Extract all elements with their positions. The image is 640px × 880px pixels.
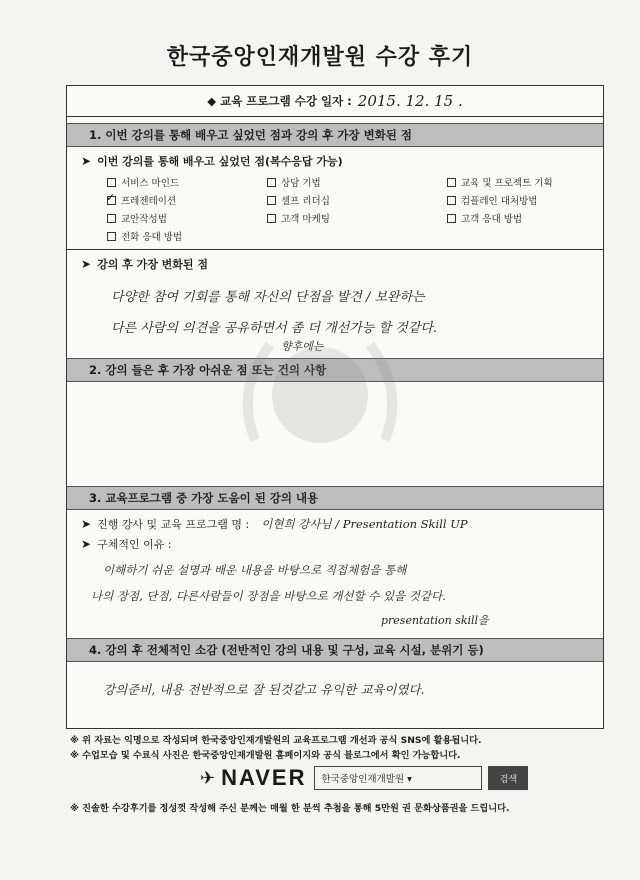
- checkbox[interactable]: [107, 214, 116, 223]
- search-button[interactable]: 검색: [488, 766, 528, 790]
- notice-1: ※ 위 자료는 익명으로 작성되며 한국중앙인재개발원의 교육프로그램 개선과 공식 SNS에 활용됩니다.: [70, 735, 482, 746]
- options-grid: [81, 175, 603, 243]
- section1-sub2: [81, 256, 603, 272]
- option-label: 프레젠테이션: [121, 196, 177, 207]
- answer-line-1: 다양한 참여 기회를 통해 자신의 단점을 발견 / 보완하는: [111, 290, 425, 305]
- arrow-icon: ➤: [81, 537, 92, 551]
- instructor-label: 진행 강사 및 교육 프로그램 명 :: [97, 518, 250, 531]
- option-label: 고객 마케팅: [281, 214, 330, 225]
- reason-row: [81, 536, 603, 552]
- notice-2: ※ 수업모습 및 수료식 사진은 한국중앙인재개발원 홈페이지와 공식 블로그에서 확인 가능합니다.: [70, 750, 461, 761]
- arrow-icon: ➤: [81, 517, 92, 531]
- section1-sub1-label: 이번 강의를 통해 배우고 싶었던 점(복수응답 가능): [97, 155, 343, 168]
- answer-line-2: 다른 사람의 의견을 공유하면서 좀 더 개선가능 할 것같다.: [111, 321, 438, 336]
- wreath-watermark-icon: [215, 320, 425, 470]
- checkbox[interactable]: [107, 196, 116, 205]
- checkbox[interactable]: [267, 214, 276, 223]
- option-item: [447, 193, 617, 207]
- answer-insert: 향후에는: [281, 340, 324, 353]
- search-input[interactable]: 한국중앙인재개발원 ▾: [314, 766, 482, 790]
- footer-notice: ※ 진솔한 수강후기를 정성껏 작성해 주신 분께는 매월 한 분씩 추첨을 통해 5만원 권 문화상품권을 드립니다.: [70, 803, 510, 814]
- section3-body: [67, 510, 603, 638]
- date-row: [67, 86, 603, 117]
- arrow-icon: ➤: [81, 257, 92, 271]
- option-label: 상담 기법: [281, 178, 321, 189]
- checkbox[interactable]: [267, 196, 276, 205]
- option-item: [107, 211, 267, 225]
- option-label: 서비스 마인드: [121, 178, 180, 189]
- option-label: 셀프 리더십: [281, 196, 330, 207]
- option-label: 교육 및 프로젝트 기획: [461, 178, 553, 189]
- option-item: [107, 175, 267, 189]
- date-label: ◆ 교육 프로그램 수강 일자 :: [207, 94, 352, 108]
- checkbox[interactable]: [447, 196, 456, 205]
- section4-header: [67, 638, 603, 662]
- option-item: [267, 211, 447, 225]
- checkbox[interactable]: [267, 178, 276, 187]
- option-item: [447, 175, 617, 189]
- arrow-icon: ➤: [81, 154, 92, 168]
- option-item: [447, 211, 617, 225]
- option-item: [107, 193, 267, 207]
- page-title: 한국중앙인재개발원 수강 후기: [166, 45, 474, 70]
- mascot-icon: ✈: [200, 767, 216, 789]
- option-label: 컴플레인 대처방법: [461, 196, 538, 207]
- date-value: 2015. 12. 15 .: [357, 92, 463, 110]
- checkbox[interactable]: [107, 232, 116, 241]
- section3-title: 3. 교육프로그램 중 가장 도움이 된 강의 내용: [89, 491, 319, 505]
- checkbox[interactable]: [107, 178, 116, 187]
- section1-title: 1. 이번 강의를 통해 배우고 싶었던 점과 강의 후 가장 변화된 점: [89, 128, 413, 142]
- checkbox[interactable]: [447, 214, 456, 223]
- option-label: 교안작성법: [121, 214, 167, 225]
- section3-header: [67, 486, 603, 510]
- section4-title: 4. 강의 후 전체적인 소감 (전반적인 강의 내용 및 구성, 교육 시설, 분위기 등): [89, 643, 484, 657]
- naver-logo: NAVER: [221, 765, 307, 790]
- naver-search-bar: [200, 765, 528, 791]
- checkbox[interactable]: [447, 178, 456, 187]
- option-label: 고객 응대 방법: [461, 214, 523, 225]
- option-item: [107, 229, 267, 243]
- reason-line-3: presentation skill을: [381, 614, 489, 627]
- reason-label: 구체적인 이유 :: [97, 538, 172, 551]
- option-item: [267, 175, 447, 189]
- section2-title: 2. 강의 들은 후 가장 아쉬운 점 또는 건의 사항: [89, 363, 327, 377]
- section1-header: [67, 123, 603, 147]
- instructor-row: [81, 516, 603, 532]
- section1-sub1: [81, 153, 603, 169]
- instructor-value: 이현희 강사님 / Presentation Skill UP: [261, 517, 468, 531]
- section4-answer: 강의준비, 내용 전반적으로 잘 된것같고 유익한 교육이였다.: [103, 682, 425, 697]
- option-item: [267, 193, 447, 207]
- reason-line-2: 나의 장점, 단점, 다른사람들이 장점을 바탕으로 개선할 수 있을 것같다.: [91, 589, 446, 603]
- reason-line-1: 이해하기 쉬운 설명과 배운 내용을 바탕으로 직접체험을 통해: [103, 563, 407, 577]
- option-label: 전화 응대 방법: [121, 232, 183, 243]
- section1-sub2-label: 강의 후 가장 변화된 점: [97, 258, 209, 271]
